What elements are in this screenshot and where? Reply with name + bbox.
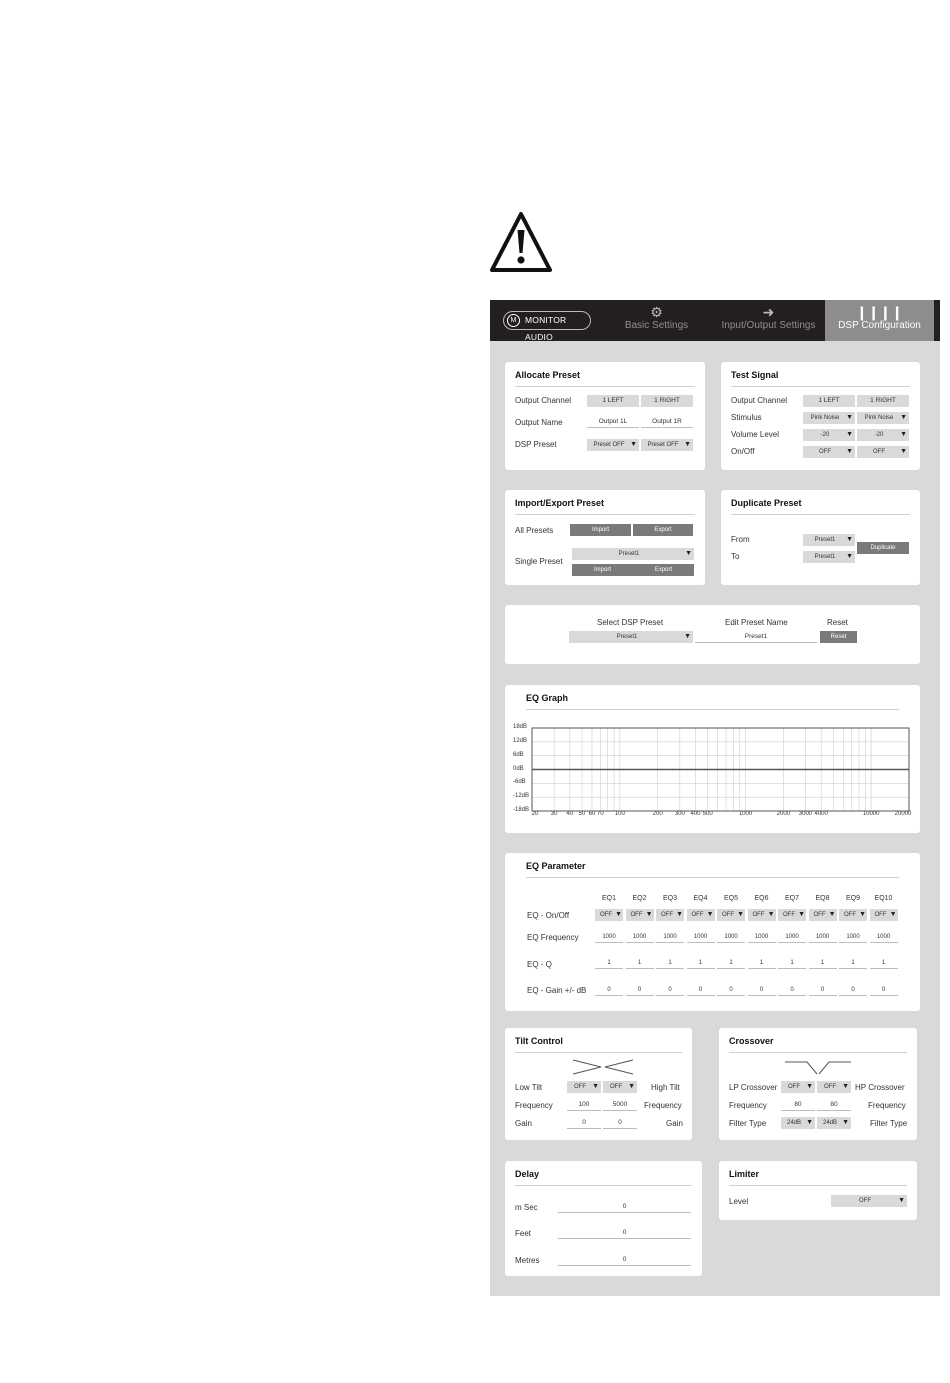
crossover-diagram-icon — [783, 1060, 853, 1076]
panel-title: EQ Graph — [526, 693, 569, 703]
panel-title: Limiter — [729, 1169, 760, 1179]
eq-onoff-label: EQ - On/Off — [527, 911, 570, 920]
logo-mark: M — [507, 314, 520, 327]
eq-onoff-select[interactable]: OFF ▼ — [595, 909, 623, 921]
eq-band-header: EQ10 — [874, 895, 893, 902]
eq-gain-input[interactable]: 0 — [778, 984, 806, 996]
test-onoff-left-select[interactable]: OFF ▼ — [803, 446, 855, 458]
y-tick-label: 0dB — [513, 765, 524, 772]
tab-input-output-settings[interactable] — [716, 300, 821, 341]
lp-crossover-label: LP Crossover — [729, 1083, 778, 1092]
eq-frequency-input[interactable]: 1000 — [748, 931, 776, 943]
eq-onoff-select[interactable]: OFF ▼ — [656, 909, 684, 921]
eq-onoff-select[interactable]: OFF ▼ — [839, 909, 867, 921]
all-presets-label: All Presets — [515, 526, 554, 535]
stimulus-left-select[interactable]: Pink Noise ▼ — [803, 412, 855, 424]
reset-label: Reset — [827, 618, 848, 627]
x-tick-label: 1000 — [738, 811, 753, 817]
volume-left-select[interactable]: -20 ▼ — [803, 429, 855, 441]
stimulus-right-select[interactable]: Pink Noise ▼ — [857, 412, 909, 424]
eq-band-header: EQ9 — [845, 895, 860, 902]
eq-gain-input[interactable]: 0 — [717, 984, 745, 996]
divider — [515, 1185, 692, 1186]
x-tick-label: 70 — [597, 811, 604, 817]
delay-msec-input[interactable]: 0 — [558, 1201, 691, 1213]
low-gain-label: Gain — [515, 1119, 532, 1128]
single-preset-label: Single Preset — [515, 557, 563, 566]
low-frequency-label: Frequency — [515, 1101, 553, 1110]
eq-gain-label: EQ - Gain +/- dB — [527, 986, 587, 995]
lp-filter-type-select[interactable]: 24dB ▼ — [781, 1117, 815, 1129]
dsp-preset-left-select[interactable]: Preset OFF ▼ — [587, 439, 639, 451]
eq-graph-plot — [505, 685, 920, 833]
y-tick-label: -6dB — [513, 779, 526, 786]
divider — [515, 386, 695, 387]
lp-crossover-select[interactable]: OFF ▼ — [781, 1081, 815, 1093]
tab-basic-settings[interactable] — [605, 300, 708, 341]
eq-band-header: EQ1 — [601, 895, 616, 902]
hp-filter-type-label: Filter Type — [870, 1119, 908, 1128]
import-single-button[interactable]: Import — [572, 564, 633, 576]
eq-gain-input[interactable]: 0 — [656, 984, 684, 996]
y-tick-label: 12dB — [513, 737, 528, 744]
low-tilt-gain-input[interactable]: 0 — [567, 1117, 601, 1129]
panel-title: Import/Export Preset — [515, 498, 605, 508]
eq-onoff-select[interactable]: OFF ▼ — [687, 909, 715, 921]
x-tick-label: 60 — [588, 811, 596, 817]
panel-title: Duplicate Preset — [731, 498, 802, 508]
eq-gain-input[interactable]: 0 — [809, 984, 837, 996]
tab-input-output-label: Input/Output Settings — [721, 320, 816, 331]
x-tick-label: 10000 — [862, 811, 880, 817]
test-channel-left: 1 LEFT — [803, 395, 855, 407]
lp-frequency-label: Frequency — [729, 1101, 767, 1110]
x-tick-label: 3000 — [798, 811, 813, 817]
dsp-preset-right-select[interactable]: Preset OFF ▼ — [641, 439, 693, 451]
duplicate-preset-panel — [721, 490, 920, 585]
logo-text: MONITOR AUDIO — [525, 315, 567, 342]
eq-onoff-select[interactable]: OFF ▼ — [809, 909, 837, 921]
hp-filter-type-select[interactable]: 24dB ▼ — [817, 1117, 851, 1129]
eq-q-label: EQ - Q — [527, 960, 552, 969]
tab-basic-settings-label: Basic Settings — [624, 320, 689, 331]
hp-frequency-label: Frequency — [868, 1101, 906, 1110]
eq-onoff-select[interactable]: OFF ▼ — [717, 909, 745, 921]
gear-icon: ⚙ — [650, 304, 663, 320]
eq-frequency-input[interactable]: 1000 — [687, 931, 715, 943]
edit-preset-name-label: Edit Preset Name — [725, 618, 788, 627]
low-tilt-select[interactable]: OFF ▼ — [567, 1081, 601, 1093]
eq-band-header: EQ7 — [784, 895, 799, 902]
from-label: From — [731, 535, 750, 544]
brand-logo — [503, 311, 591, 342]
high-tilt-gain-input[interactable]: 0 — [603, 1117, 637, 1129]
panel-title: Crossover — [729, 1036, 774, 1046]
import-all-button[interactable]: Import — [570, 524, 631, 536]
divider — [729, 1052, 907, 1053]
export-all-button[interactable]: Export — [633, 524, 693, 536]
warning-icon — [489, 210, 553, 274]
eq-frequency-input[interactable]: 1000 — [717, 931, 745, 943]
eq-gain-input[interactable]: 0 — [870, 984, 898, 996]
tab-dsp-configuration-label: DSP Configuration — [838, 320, 921, 331]
divider — [515, 514, 695, 515]
eq-frequency-input[interactable]: 1000 — [870, 931, 898, 943]
x-tick-label: 2000 — [776, 811, 791, 817]
feet-label: Feet — [515, 1229, 532, 1238]
eq-band-header: EQ2 — [632, 895, 647, 902]
eq-onoff-select[interactable]: OFF ▼ — [778, 909, 806, 921]
test-channel-right: 1 RIGHT — [857, 395, 909, 407]
eq-q-input[interactable]: 1 — [717, 957, 745, 969]
eq-band-header: EQ6 — [754, 895, 769, 902]
eq-q-input[interactable]: 1 — [626, 957, 654, 969]
delay-panel — [505, 1161, 702, 1276]
input-arrow-icon: ➜ — [762, 304, 775, 320]
duplicate-button[interactable]: Duplicate — [857, 542, 909, 554]
hp-frequency-input[interactable]: 80 — [817, 1099, 851, 1111]
eq-q-input[interactable]: 1 — [870, 957, 898, 969]
eq-band-header: EQ5 — [723, 895, 738, 902]
panel-title: Allocate Preset — [515, 370, 581, 380]
panel-title: Delay — [515, 1169, 540, 1179]
eq-q-input[interactable]: 1 — [595, 957, 623, 969]
top-nav-bar — [490, 300, 940, 341]
on-off-label: On/Off — [731, 447, 755, 456]
metres-label: Metres — [515, 1256, 540, 1265]
output-name-right-input[interactable]: Output 1R — [641, 416, 693, 428]
output-channel-right: 1 RIGHT — [641, 395, 693, 407]
select-dsp-preset-label: Select DSP Preset — [597, 618, 664, 627]
y-tick-label: 6dB — [513, 751, 524, 758]
eq-frequency-input[interactable]: 1000 — [595, 931, 623, 943]
eq-frequency-input[interactable]: 1000 — [809, 931, 837, 943]
delay-metres-input[interactable]: 0 — [558, 1254, 691, 1266]
eq-onoff-select[interactable]: OFF ▼ — [748, 909, 776, 921]
eq-q-input[interactable]: 1 — [839, 957, 867, 969]
crossover-panel — [719, 1028, 917, 1140]
low-tilt-frequency-input[interactable]: 100 — [567, 1099, 601, 1111]
y-tick-label: -18dB — [513, 807, 530, 813]
x-tick-label: 100 — [614, 811, 625, 817]
select-dsp-preset-select[interactable]: Preset1 ▼ — [569, 631, 693, 643]
x-tick-label: 4000 — [814, 811, 828, 817]
divider — [729, 1185, 907, 1186]
low-tilt-label: Low Tilt — [515, 1083, 543, 1092]
x-tick-label: 50 — [578, 811, 586, 817]
lp-filter-type-label: Filter Type — [729, 1119, 767, 1128]
x-tick-label: 20000 — [894, 811, 912, 817]
output-name-left-input[interactable]: Output 1L — [587, 416, 639, 428]
eq-onoff-select[interactable]: OFF ▼ — [626, 909, 654, 921]
high-tilt-frequency-input[interactable]: 5000 — [603, 1099, 637, 1111]
delay-feet-input[interactable]: 0 — [558, 1227, 691, 1239]
eq-gain-input[interactable]: 0 — [595, 984, 623, 996]
divider — [731, 386, 910, 387]
eq-band-header: EQ3 — [662, 895, 677, 902]
eq-q-input[interactable]: 1 — [809, 957, 837, 969]
x-tick-label: 500 — [702, 811, 713, 817]
eq-frequency-input[interactable]: 1000 — [839, 931, 867, 943]
output-name-label: Output Name — [515, 418, 563, 427]
export-single-button[interactable]: Export — [633, 564, 694, 576]
high-tilt-select[interactable]: OFF ▼ — [603, 1081, 637, 1093]
eq-frequency-input[interactable]: 1000 — [778, 931, 806, 943]
duplicate-from-select[interactable]: Preset1 ▼ — [803, 534, 855, 546]
y-tick-label: 18dB — [513, 724, 528, 730]
single-preset-select[interactable]: Preset1 ▼ — [572, 548, 694, 560]
limiter-panel — [719, 1161, 917, 1220]
divider — [731, 514, 910, 515]
high-gain-label: Gain — [666, 1119, 683, 1128]
eq-parameter-panel — [505, 853, 920, 1011]
high-frequency-label: Frequency — [644, 1101, 682, 1110]
x-tick-label: 400 — [690, 811, 701, 817]
panel-title: Tilt Control — [515, 1036, 563, 1046]
x-tick-label: 300 — [674, 811, 685, 817]
allocate-preset-panel — [505, 362, 705, 470]
eq-q-input[interactable]: 1 — [656, 957, 684, 969]
edit-preset-name-input[interactable]: Preset1 — [695, 631, 817, 643]
output-channel-label: Output Channel — [731, 396, 788, 405]
divider — [515, 1052, 682, 1053]
hp-crossover-select[interactable]: OFF ▼ — [817, 1081, 851, 1093]
eq-graph-panel — [505, 685, 920, 833]
select-dsp-preset-panel — [505, 605, 920, 664]
x-tick-label: 20 — [531, 811, 539, 817]
eq-band-header: EQ4 — [693, 895, 708, 902]
eq-q-input[interactable]: 1 — [778, 957, 806, 969]
x-tick-label: 30 — [550, 811, 558, 817]
eq-band-header: EQ8 — [815, 895, 830, 902]
lp-frequency-input[interactable]: 80 — [781, 1099, 815, 1111]
volume-level-label: Volume Level — [731, 430, 780, 439]
tilt-diagram-icon — [571, 1058, 635, 1076]
eq-gain-input[interactable]: 0 — [748, 984, 776, 996]
stimulus-label: Stimulus — [731, 413, 762, 422]
hp-crossover-label: HP Crossover — [855, 1083, 905, 1092]
eq-onoff-select[interactable]: OFF ▼ — [870, 909, 898, 921]
eq-frequency-label: EQ Frequency — [527, 933, 579, 942]
test-signal-panel — [721, 362, 920, 470]
reset-button[interactable]: Reset — [820, 631, 857, 643]
level-label: Level — [729, 1197, 749, 1206]
panel-title: EQ Parameter — [526, 861, 586, 871]
x-tick-label: 40 — [566, 811, 574, 817]
eq-q-input[interactable]: 1 — [687, 957, 715, 969]
high-tilt-label: High Tilt — [651, 1083, 680, 1092]
tilt-control-panel — [505, 1028, 692, 1140]
tab-dsp-configuration[interactable] — [825, 300, 934, 341]
dsp-app-window — [490, 300, 940, 1296]
limiter-level-select[interactable]: OFF ▼ — [831, 1195, 907, 1207]
volume-right-select[interactable]: -20 ▼ — [857, 429, 909, 441]
dsp-preset-label: DSP Preset — [515, 440, 557, 449]
y-tick-label: -12dB — [513, 793, 530, 800]
divider — [526, 877, 899, 878]
bars-icon: ❙❙❙❙ — [856, 304, 903, 320]
eq-frequency-input[interactable]: 1000 — [626, 931, 654, 943]
duplicate-to-select[interactable]: Preset1 ▼ — [803, 551, 855, 563]
to-label: To — [731, 552, 740, 561]
eq-gain-input[interactable]: 0 — [839, 984, 867, 996]
eq-frequency-input[interactable]: 1000 — [656, 931, 684, 943]
x-tick-label: 200 — [652, 811, 663, 817]
panel-title: Test Signal — [731, 370, 779, 380]
import-export-panel — [505, 490, 705, 585]
output-channel-left: 1 LEFT — [587, 395, 639, 407]
output-channel-label: Output Channel — [515, 396, 572, 405]
test-onoff-right-select[interactable]: OFF ▼ — [857, 446, 909, 458]
eq-gain-input[interactable]: 0 — [626, 984, 654, 996]
eq-gain-input[interactable]: 0 — [687, 984, 715, 996]
msec-label: m Sec — [515, 1203, 538, 1212]
eq-q-input[interactable]: 1 — [748, 957, 776, 969]
